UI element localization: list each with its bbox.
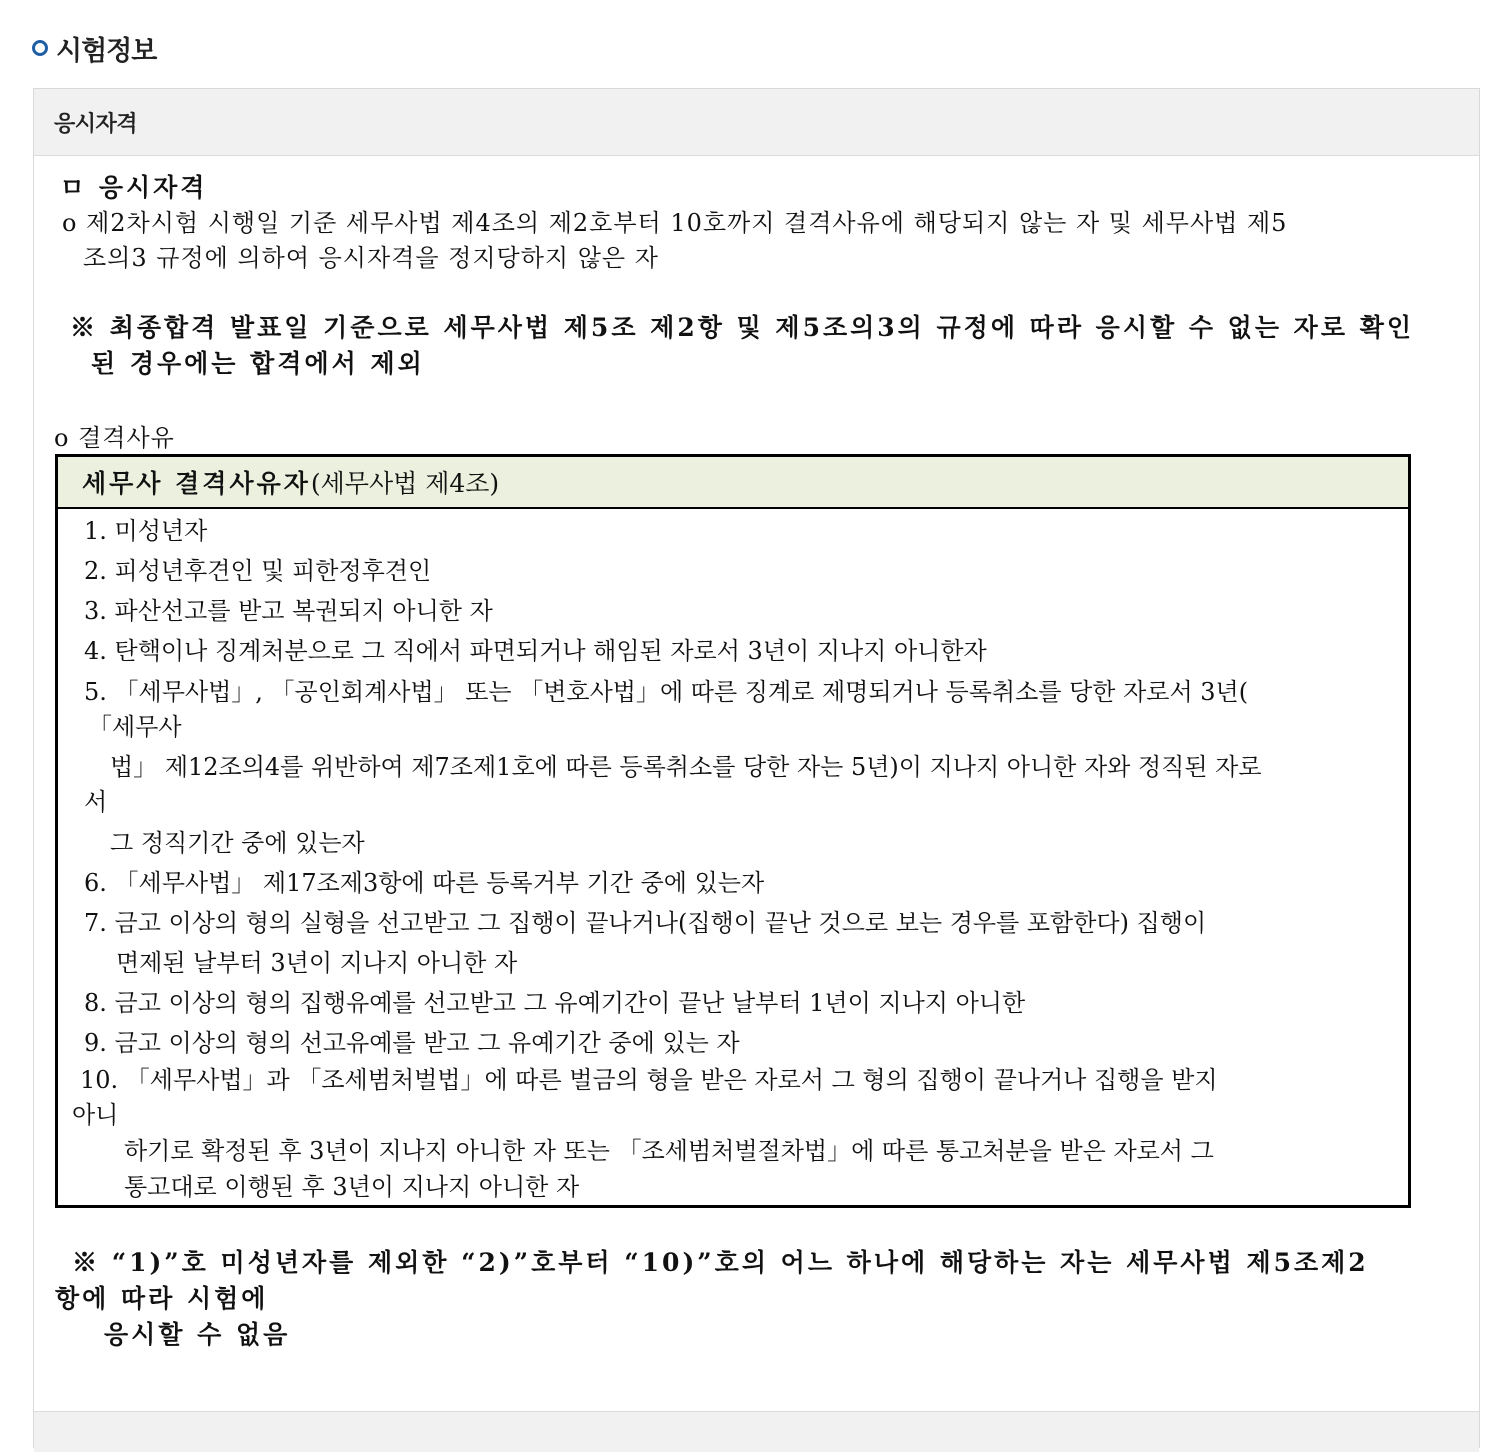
table-row: 9. 금고 이상의 형의 선고유예를 받고 그 유예기간 중에 있는 자 bbox=[84, 1029, 740, 1057]
table-row: 서 bbox=[84, 788, 108, 816]
table-row: 6. 「세무사법」 제17조제3항에 따른 등록거부 기간 중에 있는자 bbox=[84, 869, 765, 897]
table-row: 「세무사 bbox=[88, 713, 182, 741]
table-header-reference: (세무사법 제4조) bbox=[310, 469, 500, 498]
exam-info-panel bbox=[33, 88, 1480, 1448]
table-row: 법」 제12조의4를 위반하여 제7조제1호에 따른 등록취소를 당한 자는 5년)이 지나지 아니한 자와 정직된 자로 bbox=[110, 753, 1262, 781]
table-row: 7. 금고 이상의 형의 실형을 선고받고 그 집행이 끝나거나(집행이 끝난 것으로 보는 경우를 포함한다) 집행이 bbox=[84, 909, 1207, 937]
page-header bbox=[32, 28, 156, 68]
table-row: 하기로 확정된 후 3년이 지나지 아니한 자 또는 「조세범처벌절차법」에 따른 통고처분을 받은 자로서 그 bbox=[124, 1137, 1214, 1165]
table-row: 그 정직기간 중에 있는자 bbox=[110, 829, 365, 857]
table-row: 통고대로 이행된 후 3년이 지나지 아니한 자 bbox=[124, 1173, 580, 1201]
qualification-line-2: 조의3 규정에 의하여 응시자격을 정지당하지 않은 자 bbox=[83, 244, 659, 272]
footer-note-line-1: ※ “1)”호 미성년자를 제외한 “2)”호부터 “10)”호의 어느 하나에 해당하는 자는 세무사법 제5조제2 bbox=[72, 1248, 1369, 1277]
table-row: 4. 탄핵이나 징계처분으로 그 직에서 파면되거나 해임된 자로서 3년이 지나지 아니한자 bbox=[84, 637, 987, 665]
next-panel-header bbox=[34, 1411, 1479, 1452]
footer-note-line-2: 항에 따라 시험에 bbox=[55, 1284, 269, 1313]
table-row: 아니 bbox=[72, 1101, 119, 1129]
table-row: 5. 「세무사법」, 「공인회계사법」 또는 「변호사법」에 따른 징계로 제명되거나 등록취소를 당한 자로서 3년( bbox=[84, 678, 1249, 706]
table-row: 3. 파산선고를 받고 복권되지 아니한 자 bbox=[84, 597, 493, 625]
note-line-2: 된 경우에는 합격에서 제외 bbox=[91, 349, 425, 378]
table-row: 2. 피성년후견인 및 피한정후견인 bbox=[84, 557, 432, 585]
table-row: 1. 미성년자 bbox=[84, 517, 208, 545]
page-title: 시험정보 bbox=[56, 35, 157, 67]
section-title: ㅁ 응시자격 bbox=[60, 173, 208, 202]
table-row: 10. 「세무사법」과 「조세범처벌법」에 따른 벌금의 형을 받은 자로서 그 형의 집행이 끝나거나 집행을 받지 bbox=[80, 1066, 1218, 1094]
footer-note-line-3: 응시할 수 없음 bbox=[104, 1320, 291, 1349]
qualification-line-1: o 제2차시험 시행일 기준 세무사법 제4조의 제2호부터 10호까지 결격사유에 해당되지 않는 자 및 세무사법 제5 bbox=[62, 209, 1288, 237]
disqualification-table bbox=[55, 454, 1411, 1208]
note-line-1: ※ 최종합격 발표일 기준으로 세무사법 제5조 제2항 및 제5조의3의 규정에 따라 응시할 수 없는 자로 확인 bbox=[70, 313, 1414, 342]
table-header-title: 세무사 결격사유자 bbox=[82, 469, 311, 498]
table-row: 8. 금고 이상의 형의 집행유예를 선고받고 그 유예기간이 끝난 날부터 1년이 지나지 아니한 bbox=[84, 989, 1026, 1017]
disqualification-table-header bbox=[58, 457, 1408, 509]
panel-header: 응시자격 bbox=[34, 89, 1479, 156]
table-row: 면제된 날부터 3년이 지나지 아니한 자 bbox=[116, 949, 518, 977]
disqualification-label: o 결격사유 bbox=[54, 424, 175, 452]
bullet-circle-icon bbox=[32, 40, 48, 56]
